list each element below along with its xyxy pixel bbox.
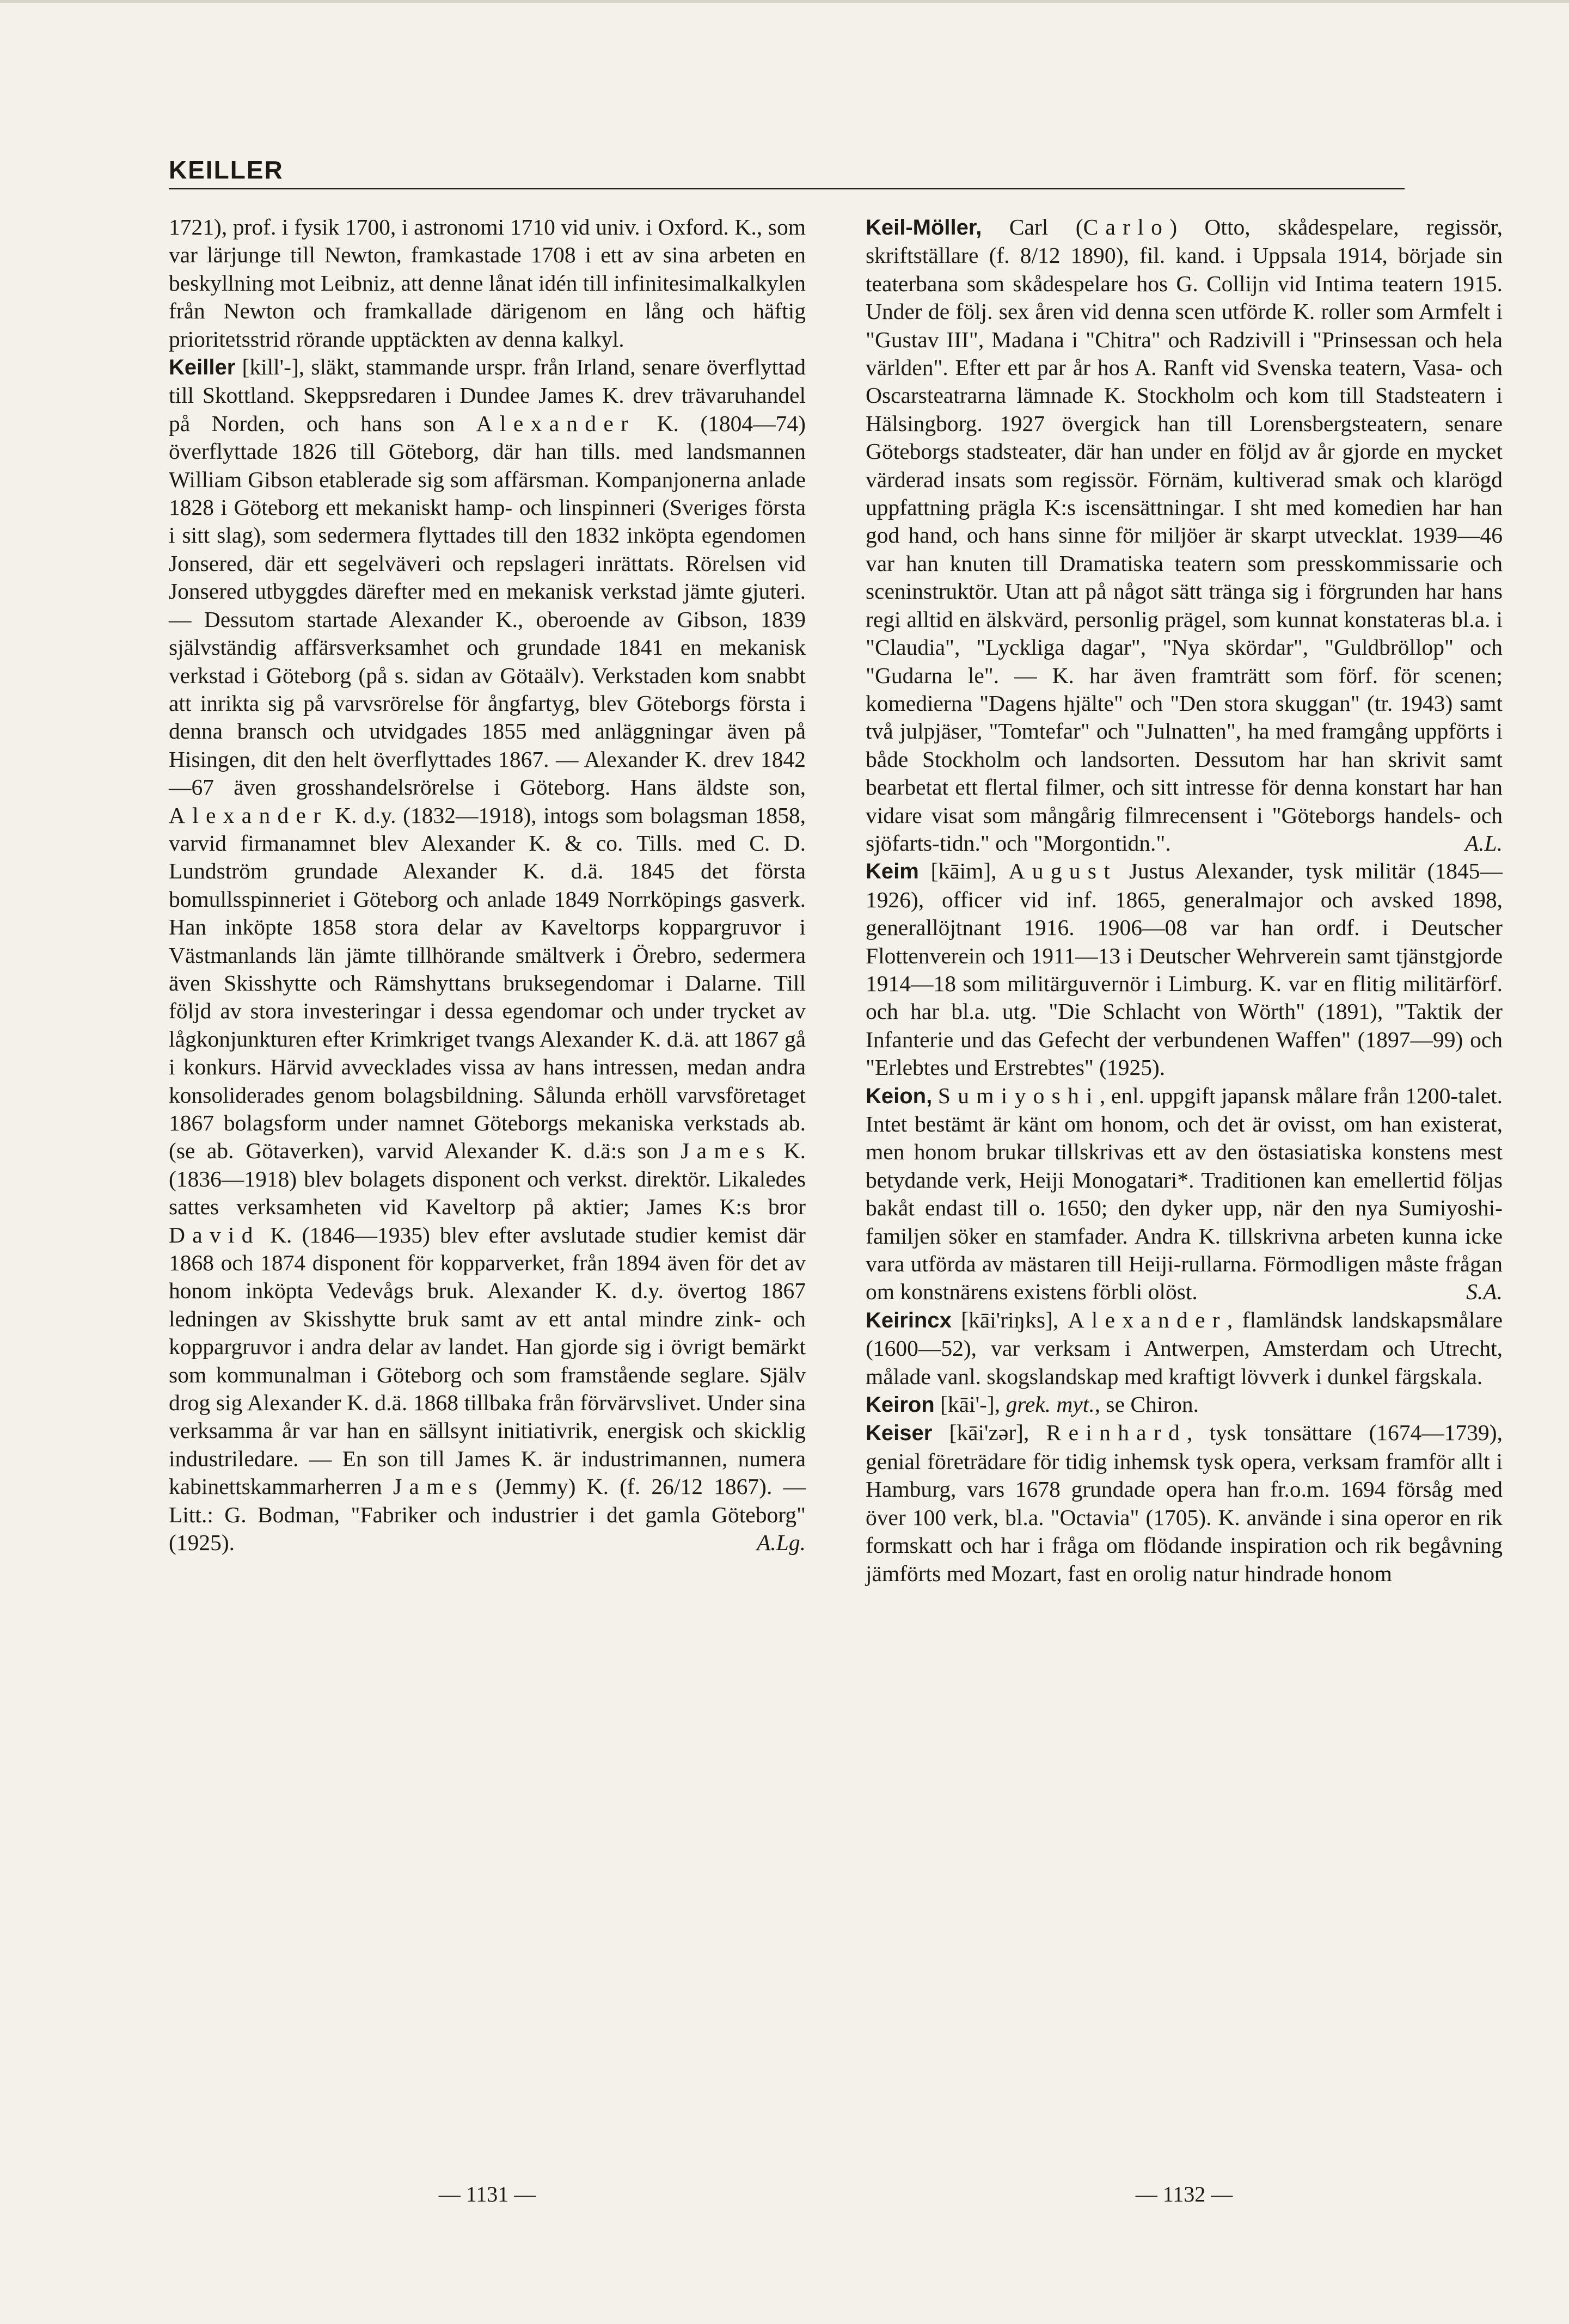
entry-keil-moller	[866, 213, 1503, 857]
right-column	[866, 213, 1503, 1588]
entry-text: [kill'-], släkt, stammande urspr. från Irland, senare överflyttad till Skottland. Skeppsredaren i Dundee James K. drev trävaruhandel på Norden, och hans son	[169, 354, 806, 436]
author-signature: A.L.	[1464, 830, 1503, 856]
spaced-name: James	[681, 1138, 773, 1164]
spaced-name: Sumiyoshi	[937, 1083, 1100, 1108]
spaced-name: Alexander	[476, 410, 636, 436]
author-signature: S.A.	[1466, 1279, 1503, 1305]
spaced-name: Carlo	[1083, 214, 1170, 239]
spaced-name: James	[393, 1474, 485, 1499]
entry-text: Justus Alexander, tysk militär (1845—1926), officer vid inf. 1865, generalmajor och avsked 1898, generallöjtnant 1916. 1906—08 var han ordf. i Deutscher Flottenverein och 1911—13 i Deutscher Wehrverein samt tjänstgjorde 1914—18 som militärguvernör i Limburg. K. var en flitig militärförf. och har bl.a. utg. "Die Schlacht von Wörth" (1891), "Taktik der Infanterie und das Gefecht der verbundenen Waffen" (1897—99) och "Erlebtes und Erstrebtes" (1925).	[866, 858, 1503, 1080]
spaced-name: Reinhard	[1046, 1420, 1187, 1446]
entry-text: [kāim],	[918, 858, 1009, 884]
headword-keion: Keion,	[866, 1084, 933, 1108]
entry-text: [kāi'riŋks],	[951, 1307, 1068, 1332]
entry-keion	[866, 1082, 1503, 1306]
running-head-title: KEILLER	[169, 156, 284, 184]
entry-text: (Jemmy) K. (f. 26/12 1867). — Litt.: G. Bodman, "Fabriker och industrier i det gamla Göteborg" (1925).	[169, 1474, 806, 1556]
running-header	[169, 155, 1405, 189]
entry-text: ) Otto, skådespelare, regissör, skriftställare (f. 8/12 1890), fil. kand. i Uppsala 1914, började sin teaterbana som skådespelare hos G. Collijn vid Intima teatern 1915. Under de följ. sex åren vid denna scen utförde K. roller som Armfelt i "Gustav III", Madana i "Chitra" och Radzivill i "Prinsessan och hela världen". Efter ett par år hos A. Ranft vid Svenska teatern, Vasa- och Oscarsteatrarna lämnade K. Stockholm och kom till Stadsteatern i Hälsingborg. 1927 övergick han till Lorensbergsteatern, senare Göteborgs stadsteater, där han under en följd av år gjorde en mycket värderad insats som regissör. Förnäm, kultiverad smak och klarögd uppfattning prägla K:s iscensättningar. I sht med komedien har han god hand, och hans sinne för miljöer är skarpt utvecklat. 1939—46 var han knuten till Dramatiska teatern som presskommissarie och sceninstruktör. Utan att på något sätt tränga sig i förgrunden har hans regi alltid en älskvärd, personlig prägel, som kunnat konstateras bl.a. i "Claudia", "Lyckliga dagar", "Nya skördar", "Guldbröllop" och "Gudarna le". — K. har även framträtt som förf. för scenen; komedierna "Dagens hjälte" och "Den stora skuggan" (tr. 1943) samt två julpjäser, "Tomtefar" och "Julnatten", ha med framgång uppförts i både Stockholm och landsorten. Dessutom har han skrivit samt bearbetat ett flertal filmer, och sitt intresse för denna konstart har han vidare visat som mångårig filmrecensent i "Göteborgs handels- och sjöfarts-tidn." och "Morgontidn.".	[866, 214, 1503, 856]
headword-keiller: Keiller	[169, 355, 236, 380]
entry-text: [kāi'zər],	[932, 1420, 1046, 1446]
spaced-name: David	[169, 1222, 260, 1247]
entry-text: , enl. uppgift japansk målare från 1200-talet. Intet bestämt är känt om honom, och det är ovisst, om han existerat, men honom brukar tillskrivas ett av den östasiatiska konstens mest betydande verk, Heiji Monogatari*. Traditionen kan emellertid följas bakåt endast till o. 1650; den dyker upp, när den nya Sumiyoshi-familjen söker en stamfader. Andra K. tillskrivna arbeten kunna icke vara utförda av mästaren till Heiji-rullarna. Förmodligen måste frågan om konstnärens existens förbli olöst.	[866, 1083, 1503, 1305]
scan-top-edge	[0, 0, 1569, 3]
spaced-name: August	[1008, 858, 1118, 884]
left-column	[169, 213, 806, 1557]
headword-keil-moller: Keil-Möller,	[866, 216, 982, 239]
entry-text: K. d.y. (1832—1918), intogs som bolagsman 1858, varvid firmanamnet blev Alexander K. & co. Tills. med C. D. Lundström grundade Alexander K. d.ä. 1845 det första bomullsspinneriet i Göteborg och anlade 1849 Norrköpings gasverk. Han inköpte 1858 stora delar av Kaveltorps koppargruvor i Västmanlands län jämte tillhörande smältverk i Örebro, sedermera även Skisshytte och Rämshyttans bruksegendomar i Dalarne. Till följd av stora investeringar i dessa egendomar och under trycket av lågkonjunkturen efter Krimkriget tvangs Alexander K. d.ä. att 1867 gå i konkurs. Härvid avvecklades vissa av hans intressen, medan andra konsoliderades genom bolagsbildning. Sålunda erhöll varvsföretaget 1867 bolagsform under namnet Göteborgs mekaniska verkstads ab. (se ab. Götaverken), varvid Alexander K. d.ä:s son	[169, 802, 806, 1164]
entry-keiller	[169, 353, 806, 1557]
page-number-left: — 1131 —	[438, 2182, 536, 2206]
entry-text: [kāi'-],	[934, 1392, 1006, 1417]
entry-text: K. (1846—1935) blev efter avslutade studier kemist där 1868 och 1874 disponent för kopparverket, från 1894 även för det av honom inköpta Vedevågs bruk. Alexander K. d.y. övertog 1867 ledningen av Skisshytte bruk samt av ett antal mindre zink- och koppargruvor i andra delar av landet. Han gjorde sig i övrigt bemärkt som kommunalman i Göteborg och som framstående seglare. Själv drog sig Alexander K. d.ä. 1868 tillbaka från förvärvslivet. Under sina verksamma år var han en sällsynt initiativrik, energisk och skicklig industriledare. — En son till James K. är industrimannen, numera kabinettskammarherren	[169, 1222, 806, 1499]
headword-keim: Keim	[866, 859, 919, 884]
continued-entry-text: 1721), prof. i fysik 1700, i astronomi 1710 vid univ. i Oxford. K., som var lärjunge till Newton, framkastade 1708 i ett av sina arbeten en beskyllning mot Leibniz, att denne lånat idén till infinitesimalkalkylen från Newton och framkallade därigenom en lång och häftig prioritetsstrid rörande upptäckten av denna kalkyl.	[169, 214, 806, 352]
entry-text: Carl (	[982, 214, 1083, 239]
entry-text: , tysk tonsättare (1674—1739), genial företrädare för tidig inhemsk tysk opera, verksam framför allt i Hamburg, vars 1678 grundade opera han fr.o.m. 1694 försåg med över 100 verk, bl.a. "Octavia" (1705). K. använde i sina operor en rik formskatt och har i fråga om flödande inspiration och rik begåvning jämförts med Mozart, fast en orolig natur hindrade honom	[866, 1420, 1503, 1586]
entry-keim	[866, 857, 1503, 1081]
entry-text: , se Chiron.	[1094, 1392, 1199, 1417]
author-signature: A.Lg.	[757, 1530, 806, 1556]
page-number-right: — 1132 —	[1135, 2182, 1233, 2206]
headword-keiser: Keiser	[866, 1421, 933, 1446]
italic-text: grek. myt.	[1006, 1392, 1095, 1417]
headword-keirincx: Keirincx	[866, 1308, 952, 1332]
entry-keiser	[866, 1419, 1503, 1587]
entry-text: K. (1836—1918) blev bolagets disponent och verkst. direktör. Likaledes sattes verksamheten vid Kaveltorp på aktier; James K:s bror	[169, 1138, 806, 1220]
spaced-name: Alexander	[169, 802, 328, 828]
headword-keiron: Keiron	[866, 1393, 935, 1417]
entry-text: K. (1804—74) överflyttade 1826 till Göteborg, där han tills. med landsmannen William Gibson etablerade sig som affärsman. Kompanjonerna anlade 1828 i Göteborg ett mekaniskt hamp- och linspinneri (Sveriges första i sitt slag), som sedermera flyttades till den 1832 inköpta egendomen Jonsered, där ett segelväveri och repslageri inrättats. Rörelsen vid Jonsered utbyggdes därefter med en mekanisk verkstad jämte gjuteri. — Dessutom startade Alexander K., oberoende av Gibson, 1839 självständig affärsverksamhet och grundade 1841 en mekanisk verkstad i Göteborg (på s. sidan av Götaälv). Verkstaden kom snabbt att inrikta sig på varvsrörelse för ångfartyg, blev Göteborgs första i denna bransch och utvidgades 1855 med anläggningar även på Hisingen, dit den helt överflyttades 1867. — Alexander K. drev 1842—67 även grosshandelsrörelse i Göteborg. Hans äldste son,	[169, 410, 806, 800]
spaced-name: Alexander	[1068, 1307, 1227, 1332]
entry-keirincx	[866, 1306, 1503, 1391]
entry-text: , flamländsk landskapsmålare (1600—52), var verksam i Antwerpen, Amsterdam och Utrecht, målade vanl. skogslandskap med kraftigt lövverk i dunkel färgskala.	[866, 1307, 1503, 1389]
entry-keiron	[866, 1391, 1503, 1419]
